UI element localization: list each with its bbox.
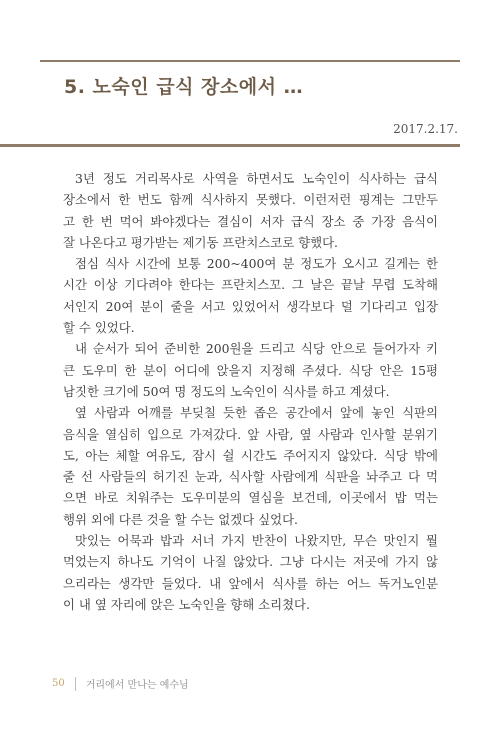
paragraph-line: 남짓한 크기에 50여 명 정도의 노숙인이 식사를 하고 계셨다. <box>63 383 390 399</box>
paragraph-line: 할 수 있었다. <box>63 320 135 336</box>
paragraph-line: 으리라는 생각만 들었다. 내 앞에서 식사를 하는 어느 독거노인분 <box>63 575 438 591</box>
paragraph-line: 잘 나온다고 평가받는 제기동 프란치스코로 향했다. <box>63 234 338 250</box>
page-number: 50 <box>52 678 65 689</box>
paragraph-line: 으면 바로 치워주는 도우미분의 열심을 보건데, 이곳에서 밥 먹는 <box>63 490 438 506</box>
body-text <box>63 168 438 615</box>
paragraph-line: 행위 외에 다른 것을 할 수는 없겠다 싶었다. <box>63 511 298 527</box>
book-title: 거리에서 만나는 예수님 <box>85 680 189 691</box>
header-bottom-rule <box>0 144 460 147</box>
paragraph <box>63 338 438 402</box>
paragraph <box>63 530 438 615</box>
footer-divider <box>75 677 76 691</box>
paragraph-line: 먹었는지 하나도 기억이 나질 않았다. 그냥 다시는 저곳에 가지 않 <box>63 554 438 570</box>
paragraph <box>63 168 438 253</box>
paragraph-line: 점심 식사 시간에 보통 200~400여 분 정도가 오시고 길게는 한 <box>75 256 438 272</box>
paragraph-line: 큰 도우미 한 분이 어디에 앉을지 지정해 주셨다. 식당 안은 15평 <box>63 362 438 378</box>
header-top-rule <box>40 60 460 62</box>
paragraph-line: 음식을 열심히 입으로 가져갔다. 앞 사람, 옆 사람과 인사할 분위기 <box>63 426 438 442</box>
paragraph-line: 장소에서 한 번도 함께 식사하지 못했다. 이런저런 핑계는 그만두 <box>63 192 438 208</box>
paragraph-line: 3년 정도 거리목사로 사역을 하면서도 노숙인이 식사하는 급식 <box>75 171 438 186</box>
paragraph-line: 고 한 번 먹어 봐야겠다는 결심이 서자 급식 장소 중 가장 음식이 <box>63 213 438 229</box>
paragraph-line: 맛있는 어묵과 밥과 서너 가지 반찬이 나왔지만, 무슨 맛인지 뭘 <box>75 533 438 549</box>
paragraph-line: 시간 이상 기다려야 한다는 프란치스꼬. 그 날은 끝날 무렵 도착해 <box>63 277 438 293</box>
paragraph-line: 도, 아는 체할 여유도, 잠시 쉴 시간도 주어지지 않았다. 식당 밖에 <box>63 447 438 463</box>
paragraph-line: 이 내 옆 자리에 앉은 노숙인을 향해 소리쳤다. <box>63 596 310 612</box>
paragraph-line: 줄 선 사람들의 허기진 눈과, 식사할 사람에게 식판을 놔주고 다 먹 <box>63 469 438 485</box>
paragraph-line: 내 순서가 되어 준비한 200원을 드리고 식당 안으로 들어가자 키 <box>75 341 438 357</box>
chapter-title: 5. 노숙인 급식 장소에서 … <box>64 76 304 98</box>
paragraph <box>63 402 438 530</box>
paragraph-line: 서인지 20여 분이 줄을 서고 있었어서 생각보다 덜 기다리고 입장 <box>63 298 438 314</box>
paragraph <box>63 253 438 338</box>
chapter-date: 2017.2.17. <box>393 122 458 136</box>
page-footer <box>52 676 189 691</box>
paragraph-line: 옆 사람과 어깨를 부딪칠 듯한 좁은 공간에서 앞에 놓인 식판의 <box>75 405 438 421</box>
